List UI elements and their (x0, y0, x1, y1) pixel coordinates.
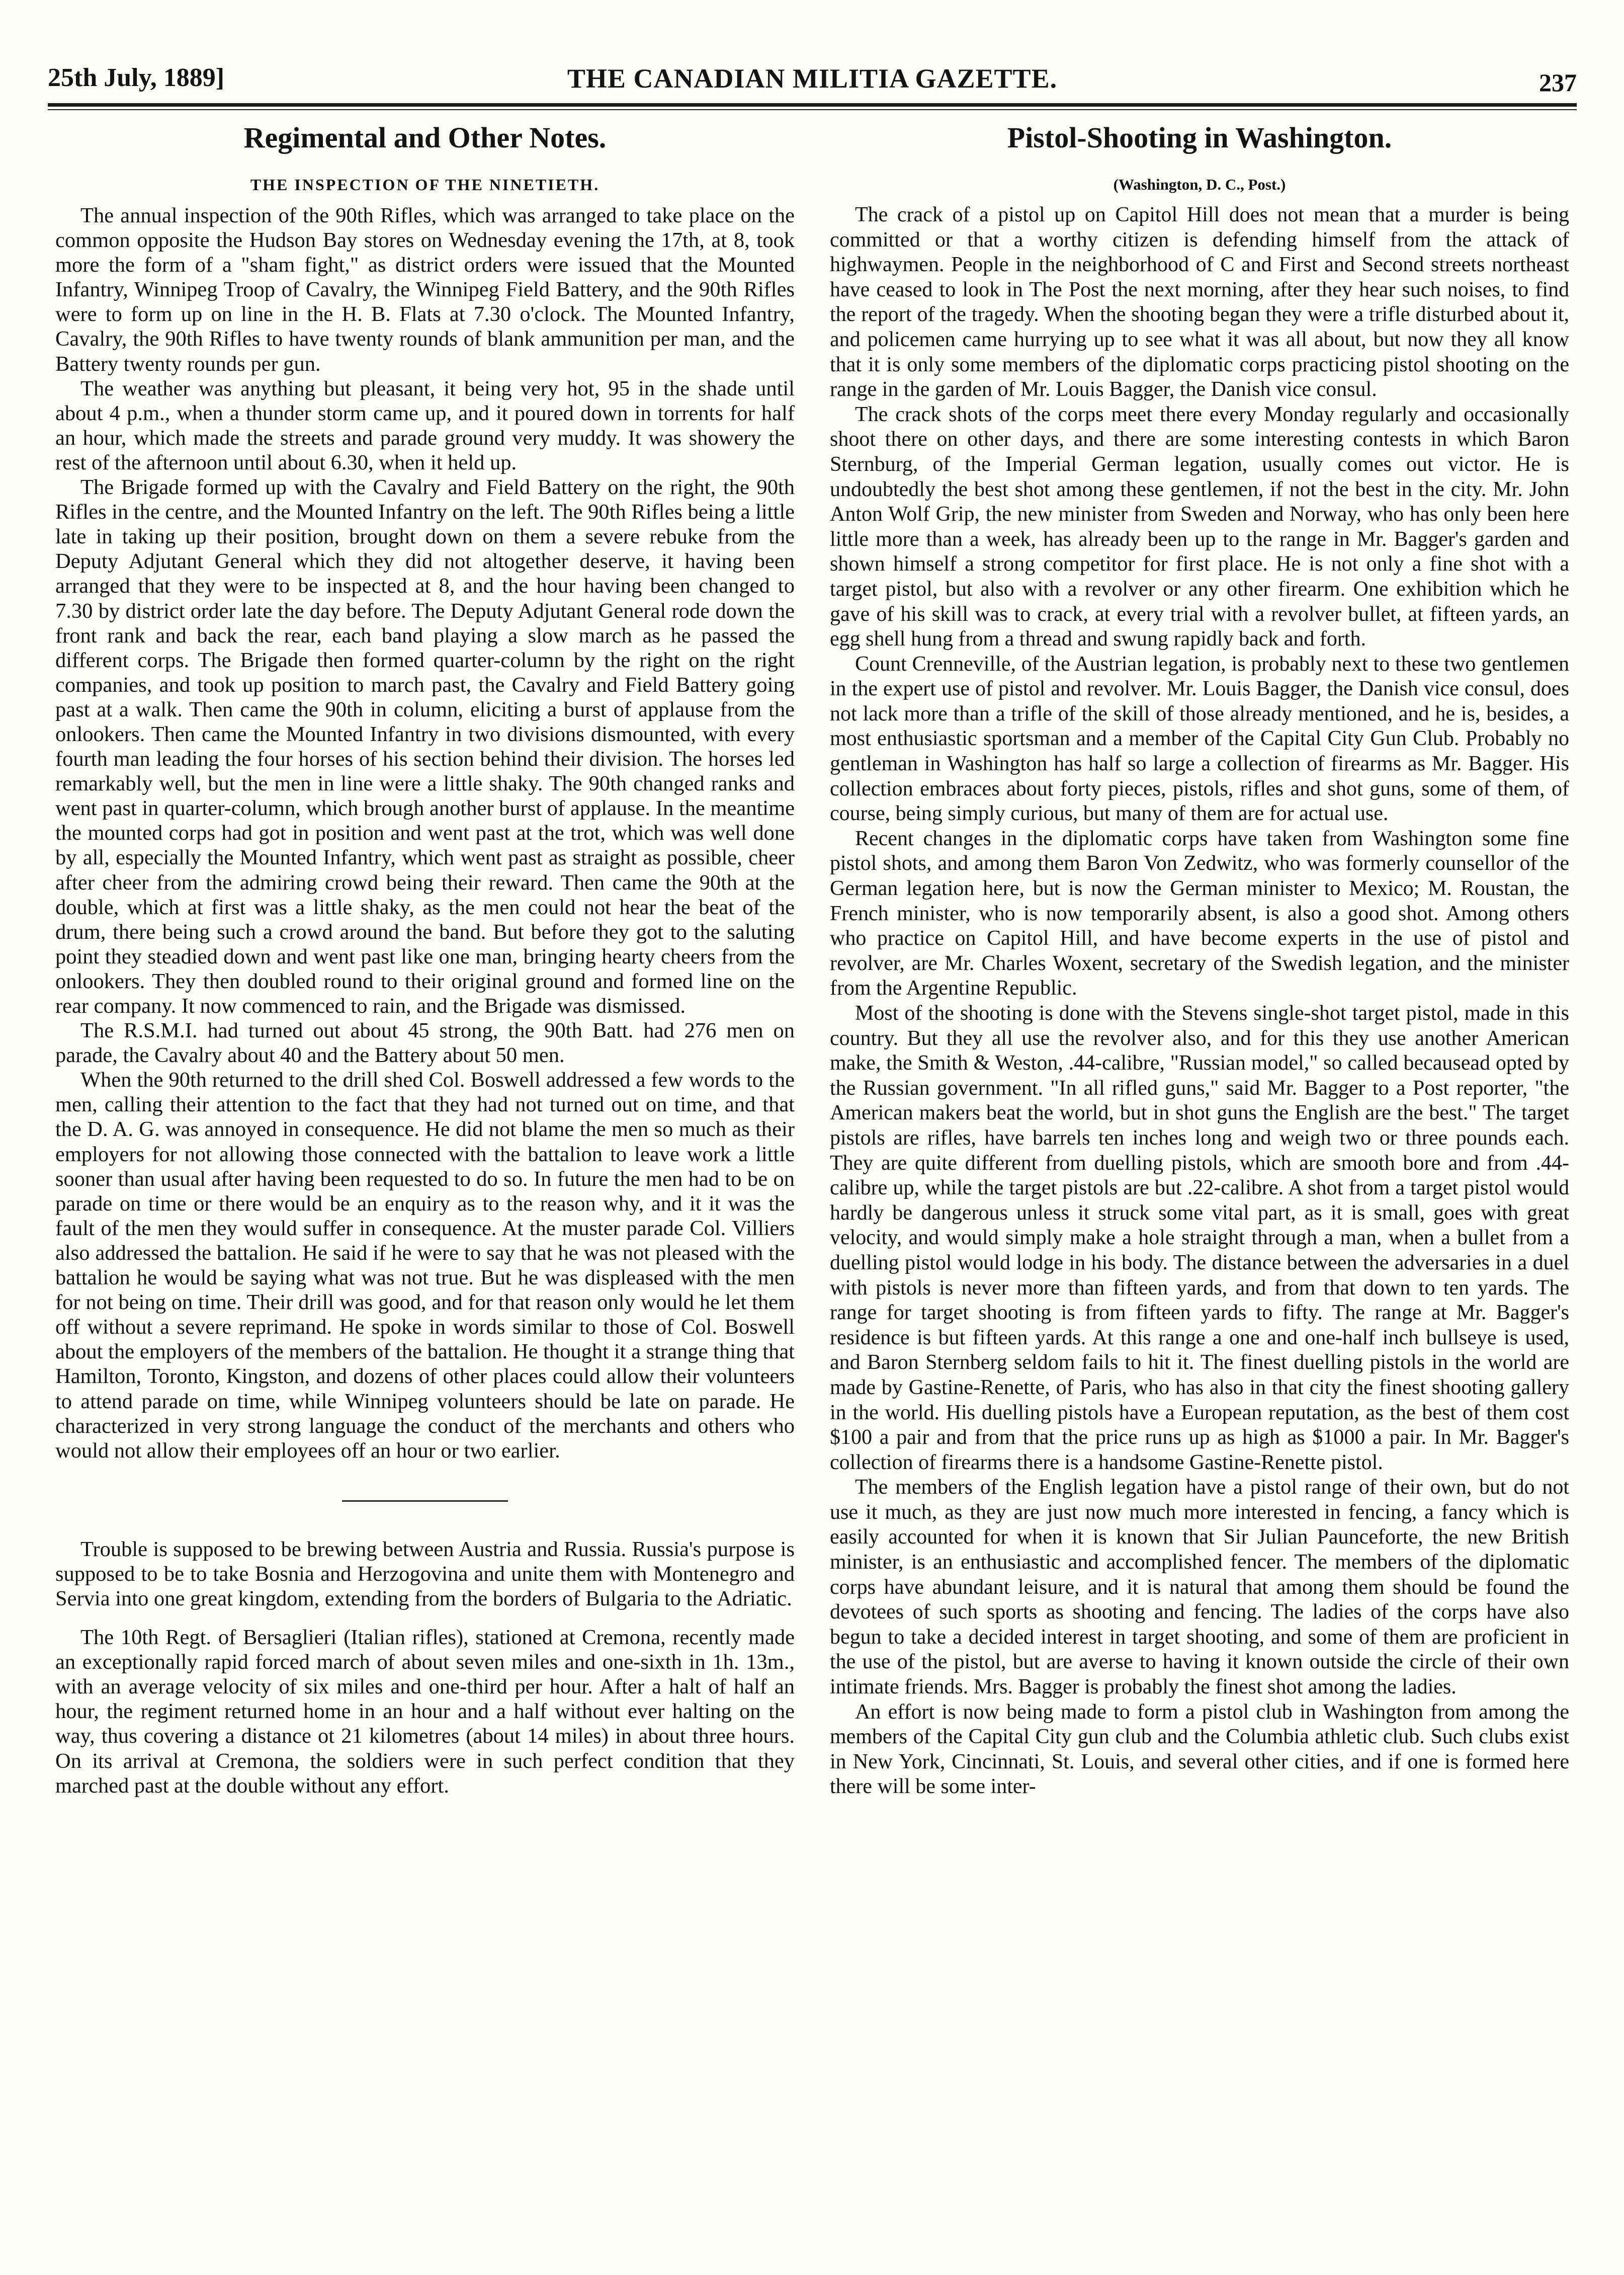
article-title-regimental-notes: Regimental and Other Notes. (243, 121, 607, 154)
paragraph: Trouble is supposed to be brewing between Austria and Russia. Russia's purpose is supposed to be to take Bosnia and Herzogovina and unite them with Montenegro and Servia into one great kingdom, extending from the borders of Bulgaria to the Adriatic. (55, 1537, 795, 1610)
paragraph: The weather was anything but pleasant, it being very hot, 95 in the shade until about 4 p.m., when a thunder storm came up, and it poured down in torrents for half an hour, which made the streets and parade ground very muddy. It was showery the rest of the afternoon until about 6.30, when it held up. (55, 376, 795, 474)
header-rule-thick (48, 103, 1577, 107)
article-body-inspection (55, 203, 795, 1463)
article-title-pistol-shooting: Pistol-Shooting in Washington. (1007, 121, 1392, 154)
section-divider (342, 1500, 508, 1502)
left-column (55, 121, 795, 1798)
paragraph: The crack shots of the corps meet there every Monday regularly and occasionally shoot there on other days, and there are some interesting contests in which Baron Sternburg, of the Imperial German legation, usually comes out victor. He is undoubtedly the best shot among these gentlemen, if not the best in the city. Mr. John Anton Wolf Grip, the new minister from Sweden and Norway, who has only been here little more than a week, has already been up to the range in Mr. Bagger's garden and shown himself a strong competitor for first place. He is not only a fine shot with a target pistol, but also with a revolver or any other firearm. One exhibition which he gave of his skill was to crack, at every trial with a revolver bullet, at fifteen yards, an egg shell hung from a thread and swung rapidly back and forth. (830, 402, 1569, 651)
paragraph: When the 90th returned to the drill shed Col. Boswell addressed a few words to the men, calling their attention to the fact that they had not turned out on time, and that the D. A. G. was annoyed in consequence. He did not blame the men so much as their employers for not allowing those connected with the battalion to leave work a little sooner than usual after having been requested to do so. In future the men had to be on parade on time or there would be an enquiry as to the reason why, and it it was the fault of the men they would suffer in consequence. At the muster parade Col. Villiers also addressed the battalion. He said if he were to say that he was not pleased with the battalion he would be saying what was not true. But he was displeased with the men for not being on time. Their drill was good, and for that reason only would he let them off without a severe reprimand. He spoke in words similar to those of Col. Boswell about the employers of the members of the battalion. He thought it a strange thing that Hamilton, Toronto, Kingston, and dozens of other places could allow their volunteers to attend parade on time, while Winnipeg volunteers should be late on parade. He characterized in very strong language the conduct of the merchants and others who would not allow their employees off an hour or two earlier. (55, 1068, 795, 1462)
issue-date: 25th July, 1889] (48, 63, 225, 92)
article-body-pistol (830, 203, 1569, 1800)
paragraph: An effort is now being made to form a pistol club in Washington from among the members of the Capital City gun club and the Columbia athletic club. Such clubs exist in New York, Cincinnati, St. Louis, and several other cities, and if one is formed here there will be some inter- (830, 1700, 1569, 1799)
section-subtitle: THE INSPECTION OF THE NINETIETH. (250, 176, 600, 194)
masthead (48, 53, 1577, 101)
paragraph: The members of the English legation have a pistol range of their own, but do not use it much, as they are just now much more interested in fencing, a fancy which is easily accounted for when it is known that Sir Julian Paunceforte, the new British minister, is an enthusiastic and accomplished fencer. The members of the diplomatic corps have abundant leisure, and it is natural that among them should be found the devotees of such sports as shooting and fencing. The ladies of the corps have also begun to take a decided interest in target shooting, and some of them are proficient in the use of the pistol, but are averse to having it known outside the circle of their own intimate friends. Mrs. Bagger is probably the finest shot among the ladies. (830, 1476, 1569, 1699)
paragraph: The 10th Regt. of Bersaglieri (Italian rifles), stationed at Cremona, recently made an exceptionally rapid forced march of about seven miles and one-sixth in 1h. 13m., with an average velocity of six miles and one-third per hour. After a halt of half an hour, the regiment returned home in an hour and a half without ever halting on the way, thus covering a distance ot 21 kilometres (about 14 miles) in about three hours. On its arrival at Cremona, the soldiers were in such perfect condition that they marched past at the double without any effort. (55, 1626, 795, 1798)
source-credit: (Washington, D. C., Post.) (1113, 176, 1286, 193)
newspaper-title: THE CANADIAN MILITIA GAZETTE. (567, 63, 1058, 94)
paragraph: The Brigade formed up with the Cavalry and Field Battery on the right, the 90th Rifles in the centre, and the Mounted Infantry on the left. The 90th Rifles being a little late in taking up their position, brought down on them a severe rebuke from the Deputy Adjutant General which they did not altogether deserve, it having been arranged that they were to be inspected at 8, and the hour having been changed to 7.30 by district order late the day before. The Deputy Adjutant General rode down the front rank and back the rear, each band playing a slow march as he passed the different corps. The Brigade then formed quarter-column by the right on the right companies, and took up position to march past, the Cavalry and Field Battery going past at a walk. Then came the 90th in column, eliciting a burst of applause from the onlookers. Then came the Mounted Infantry in two divisions dismounted, with every fourth man leading the four horses of his section behind their division. The horses led remarkably well, but the men in line were a little shaky. The 90th changed ranks and went past in quarter-column, which brough another burst of applause. In the meantime the mounted corps had got in position and went past at the trot, which was well done by all, especially the Mounted Infantry, which went past as straight as possible, cheer after cheer from the admiring crowd being their reward. Then came the 90th at the double, which at first was a little shaky, as the men could not hear the beat of the drum, there being such a crowd around the band. But before they got to the saluting point they steadied down and went past like one man, bringing hearty cheers from the onlookers. They then doubled round to their original ground and formed line on the rear company. It now commenced to rain, and the Brigade was dismissed. (55, 475, 795, 1018)
short-notes (55, 1537, 795, 1798)
paragraph: Count Crenneville, of the Austrian legation, is probably next to these two gentlemen in the expert use of pistol and revolver. Mr. Louis Bagger, the Danish vice consul, does not lack more than a trifle of the skill of those already mentioned, and he is, besides, a most enthusiastic sportsman and a member of the Capital City Gun Club. Probably no gentleman in Washington has half so large a collection of firearms as Mr. Bagger. His collection embraces about forty pieces, pistols, rifles and shot guns, some of them, of course, being simply curious, but many of them are for actual use. (830, 652, 1569, 826)
paragraph: The crack of a pistol up on Capitol Hill does not mean that a murder is being committed or that a worthy citizen is defending himself from the attack of highwaymen. People in the neighborhood of C and First and Second streets northeast have ceased to look in The Post the next morning, after they hear such noises, to find the report of the tragedy. When the shooting began they were a trifle disturbed about it, and policemen came hurrying up to see what it was all about, but now they all know that it is only some members of the diplomatic corps practicing pistol shooting on the range in the garden of Mr. Louis Bagger, the Danish vice consul. (830, 203, 1569, 401)
paragraph: The annual inspection of the 90th Rifles, which was arranged to take place on the common opposite the Hudson Bay stores on Wednesday evening the 17th, at 8, took more the form of a "sham fight," as district orders were issued that the Mounted Infantry, Winnipeg Troop of Cavalry, the Winnipeg Field Battery, and the 90th Rifles were to form up on line in the H. B. Flats at 7.30 o'clock. The Mounted Infantry, Cavalry, the 90th Rifles to have twenty rounds of blank ammunition per man, and the Battery twenty rounds per gun. (55, 204, 795, 376)
paragraph: Recent changes in the diplomatic corps have taken from Washington some fine pistol shots, and among them Baron Von Zedwitz, who was formerly counsellor of the German legation here, but is now the German minister to Mexico; M. Roustan, the French minister, who is now temporarily absent, is also a good shot. Among others who practice on Capitol Hill, and have become experts in the use of pistol and revolver, are Mr. Charles Woxent, secretary of the Swedish legation, and the minister from the Argentine Republic. (830, 827, 1569, 1000)
page-number: 237 (1539, 68, 1577, 97)
paragraph: Most of the shooting is done with the Stevens single-shot target pistol, made in this country. But they all use the revolver also, and for this they use another American make, the Smith & Weston, .44-calibre, "Russian model," so called becausead opted by the Russian government. "In all rifled guns," said Mr. Bagger to a Post reporter, "the American makers beat the world, but in shot guns the English are the best." The target pistols are rifles, have barrels ten inches long and weigh two or three pounds each. They are quite different from duelling pistols, which are smooth bore and from .44-calibre up, while the target pistols are but .22-calibre. A shot from a target pistol would hardly be dangerous unless it struck some vital part, as it is small, goes with great velocity, and would simply make a hole straight through a man, when a bullet from a duelling pistol would lodge in his body. The distance between the adversaries in a duel with pistols is never more than fifteen yards, and from that down to ten yards. The range for target shooting is from fifteen yards to fifty. The range at Mr. Bagger's residence is but fifteen yards. At this range a one and one-half inch bullseye is used, and Baron Sternberg seldom fails to hit it. The finest duelling pistols in the world are made by Gastine-Renette, of Paris, who has also in that city the finest shooting gallery in the world. His duelling pistols have a European reputation, as the best of them cost $100 a pair and from that the price runs up as high as $1000 a pair. In Mr. Bagger's collection of firearms there is a handsome Gastine-Renette pistol. (830, 1002, 1569, 1474)
paragraph: The R.S.M.I. had turned out about 45 strong, the 90th Batt. had 276 men on parade, the Cavalry about 40 and the Battery about 50 men. (55, 1019, 795, 1068)
right-column (830, 121, 1569, 1800)
header-rule-thin (48, 109, 1577, 110)
